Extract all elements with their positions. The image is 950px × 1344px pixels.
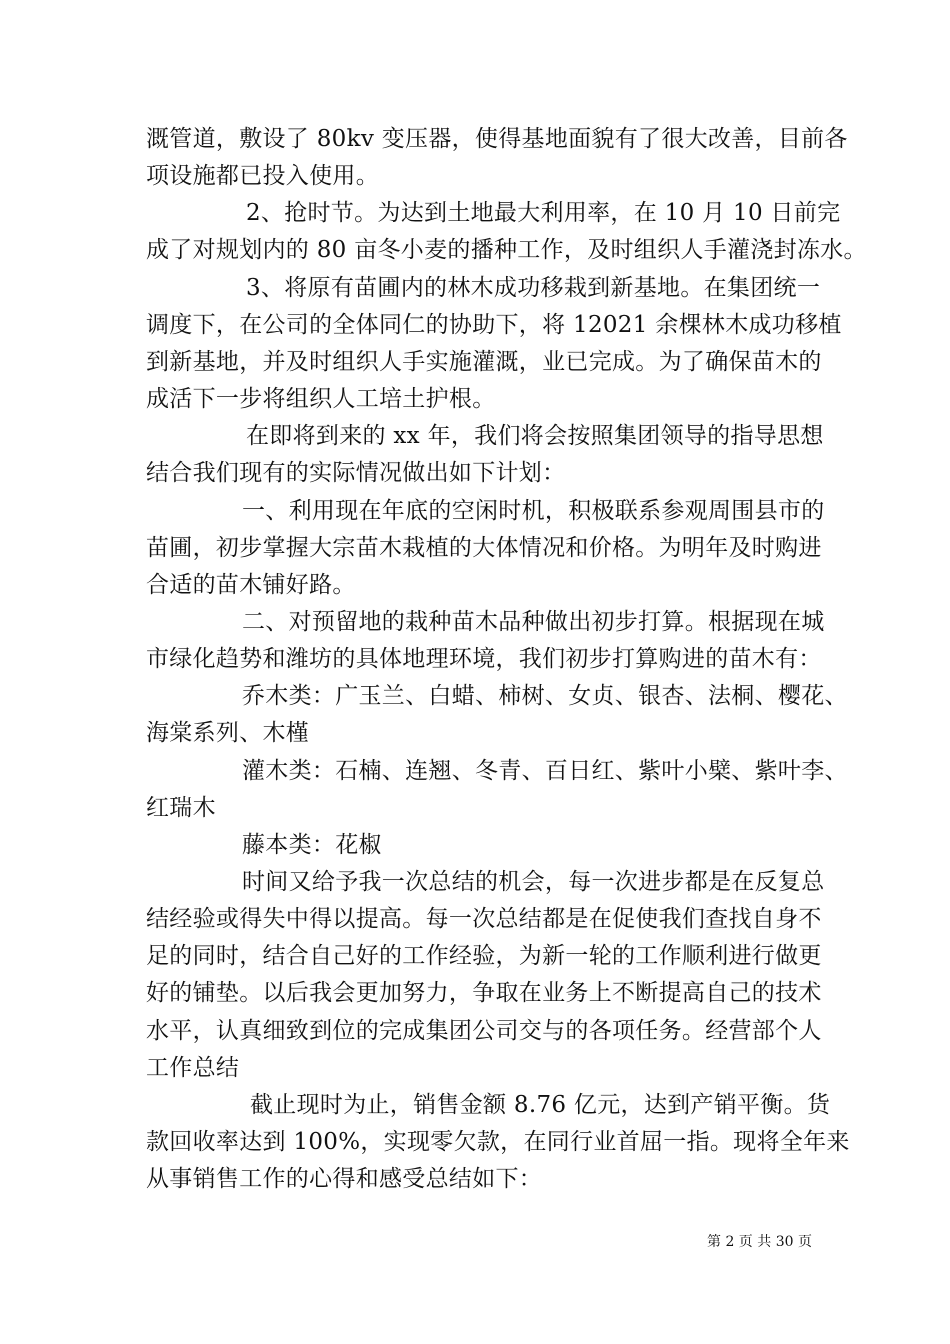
text-line: 调度下，在公司的全体同仁的协助下，将 12021 余棵林木成功移植 xyxy=(146,311,842,338)
text-line: 成活下一步将组织人工培土护根。 xyxy=(146,386,496,413)
text-line: 在即将到来的 xx 年，我们将会按照集团领导的指导思想 xyxy=(246,423,824,450)
text-line: 足的同时，结合自己好的工作经验，为新一轮的工作顺利进行做更 xyxy=(146,943,822,970)
text-line: 一、利用现在年底的空闲时机，积极联系参观周围县市的 xyxy=(242,497,825,524)
text-line: 到新基地，并及时组织人手实施灌溉，业已完成。为了确保苗木的 xyxy=(146,348,822,375)
text-line: 成了对规划内的 80 亩冬小麦的播种工作，及时组织人手灌浇封冻水。 xyxy=(146,237,867,264)
text-line: 二、对预留地的栽种苗木品种做出初步打算。根据现在城 xyxy=(242,608,825,635)
text-line: 水平，认真细致到位的完成集团公司交与的各项任务。经营部个人 xyxy=(146,1017,822,1044)
text-line: 截止现时为止，销售金额 8.76 亿元，达到产销平衡。货 xyxy=(250,1091,831,1118)
text-line: 灌木类：石楠、连翘、冬青、百日红、紫叶小檗、紫叶李、 xyxy=(242,757,848,784)
text-line: 从事销售工作的心得和感受总结如下： xyxy=(146,1166,543,1193)
text-line: 海棠系列、木槿 xyxy=(146,720,310,747)
page-number: 第 2 页 共 30 页 xyxy=(707,1234,812,1250)
text-line: 结合我们现有的实际情况做出如下计划： xyxy=(146,460,566,487)
text-line: 红瑞木 xyxy=(146,794,216,821)
text-line: 好的铺垫。以后我会更加努力，争取在业务上不断提高自己的技术 xyxy=(146,980,822,1007)
text-line: 溉管道，敷设了 80kv 变压器，使得基地面貌有了很大改善，目前各 xyxy=(146,126,848,152)
text-line: 3、将原有苗圃内的林木成功移栽到新基地。在集团统一 xyxy=(246,274,821,301)
text-line: 工作总结 xyxy=(146,1054,240,1081)
text-line: 藤本类：花椒 xyxy=(242,831,382,858)
text-line: 项设施都已投入使用。 xyxy=(146,163,379,190)
text-line: 时间又给予我一次总结的机会，每一次进步都是在反复总 xyxy=(242,869,825,895)
text-line: 苗圃，初步掌握大宗苗木栽植的大体情况和价格。为明年及时购进 xyxy=(146,534,822,561)
text-line: 款回收率达到 100%，实现零欠款，在同行业首屈一指。现将全年来 xyxy=(146,1129,850,1156)
text-line: 结经验或得失中得以提高。每一次总结都是在促使我们查找自身不 xyxy=(146,906,822,933)
text-line: 乔木类：广玉兰、白蜡、柿树、女贞、银杏、法桐、樱花、 xyxy=(242,683,848,710)
text-line: 2、抢时节。为达到土地最大利用率，在 10 月 10 日前完 xyxy=(246,200,841,227)
text-line: 合适的苗木铺好路。 xyxy=(146,571,356,598)
text-line: 市绿化趋势和潍坊的具体地理环境，我们初步打算购进的苗木有： xyxy=(146,646,822,673)
